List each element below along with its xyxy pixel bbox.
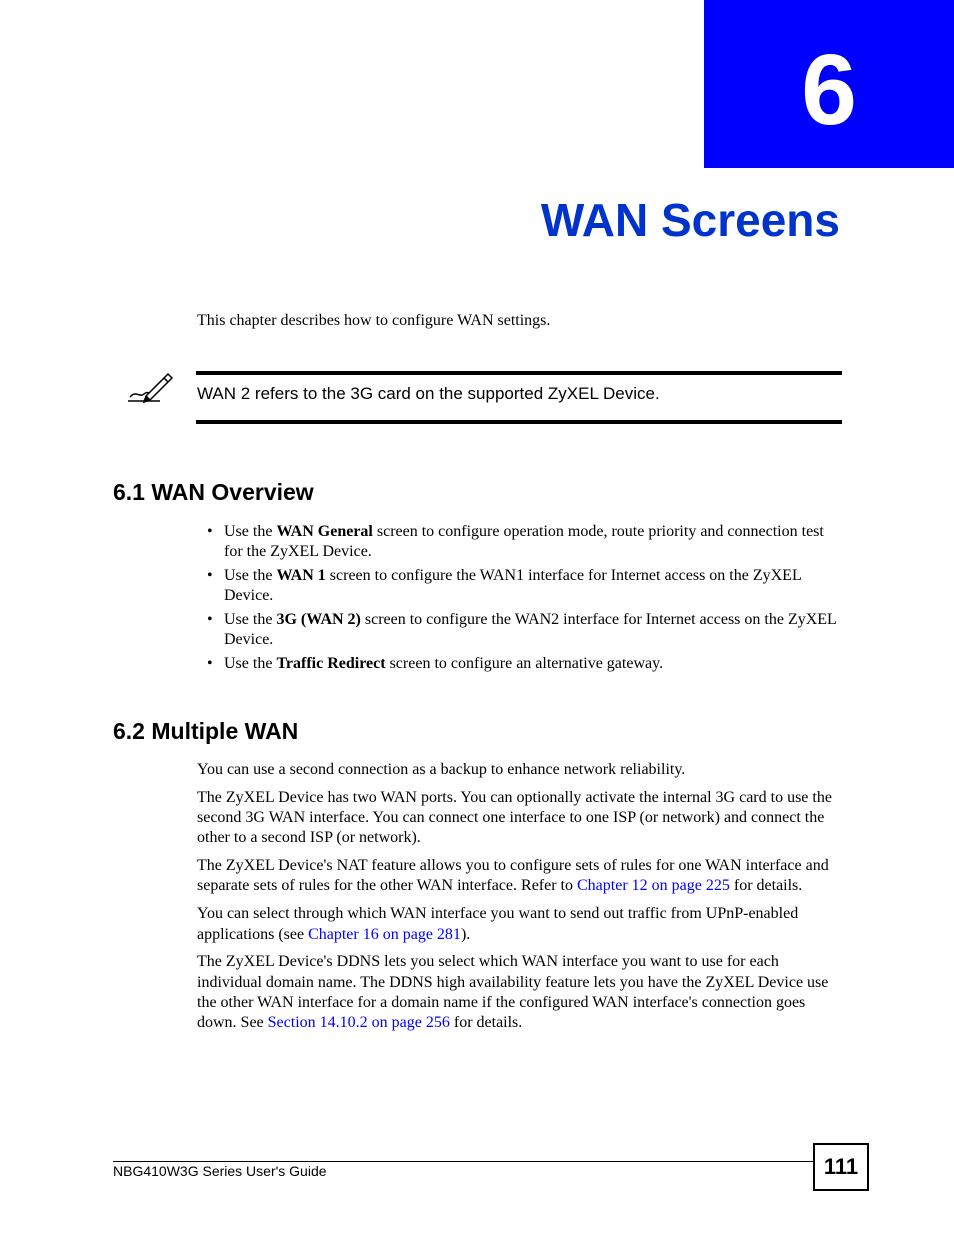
paragraph: The ZyXEL Device's DDNS lets you select which WAN interface you want to use for each individual domain name. The DDNS high availability feature lets you have the ZyXEL Device use the other WAN interface for a domain name if the configured WAN interface's connection goes down. See Section 14.10.2 on page 256 for details. <box>197 953 829 1032</box>
footer-guide-title: NBG410W3G Series User's Guide <box>113 1163 327 1179</box>
paragraph: You can select through which WAN interface you want to send out traffic from UPnP-enabled applications (see Chapter 16 on page 281). <box>197 905 799 943</box>
section-heading-wan-overview: 6.1 WAN Overview <box>113 479 314 505</box>
paragraph: You can use a second connection as a backup to enhance network reliability. <box>197 761 686 778</box>
wan-overview-list <box>206 522 842 678</box>
multiple-wan-body <box>197 760 842 1041</box>
chapter-title: WAN Screens <box>540 194 840 246</box>
section-heading-multiple-wan: 6.2 Multiple WAN <box>113 718 299 744</box>
note-top-rule <box>196 371 842 375</box>
chapter-number-box <box>704 0 954 168</box>
paragraph: The ZyXEL Device has two WAN ports. You can optionally activate the internal 3G card to use the second 3G WAN interface. You can connect one interface to one ISP (or network) and connect the other to a second ISP (or network). <box>197 788 832 847</box>
list-item: • Use the WAN 1 screen to configure the WAN1 interface for Internet access on the ZyXEL Device. <box>206 566 842 606</box>
section-14-10-2-link[interactable]: Section 14.10.2 on page 256 <box>267 1014 450 1032</box>
intro-text: This chapter describes how to configure WAN settings. <box>197 312 551 329</box>
list-item: • Use the WAN General screen to configure operation mode, route priority and connection test for the ZyXEL Device. <box>206 522 842 562</box>
chapter-12-link[interactable]: Chapter 12 on page 225 <box>577 877 730 895</box>
paragraph: The ZyXEL Device's NAT feature allows you to configure sets of rules for one WAN interface and separate sets of rules for the other WAN interface. Refer to Chapter 12 on page 225 for details. <box>197 857 829 895</box>
chapter-number: 6 <box>801 34 857 146</box>
list-item: • Use the 3G (WAN 2) screen to configure the WAN2 interface for Internet access on the ZyXEL Device. <box>206 610 842 650</box>
pen-note-icon <box>126 370 174 404</box>
chapter-16-link[interactable]: Chapter 16 on page 281 <box>308 925 461 943</box>
note-bottom-rule <box>196 420 842 424</box>
note-text: WAN 2 refers to the 3G card on the supported ZyXEL Device. <box>197 384 660 403</box>
list-item: • Use the Traffic Redirect screen to configure an alternative gateway. <box>206 654 842 674</box>
page-number: 111 <box>813 1143 869 1191</box>
